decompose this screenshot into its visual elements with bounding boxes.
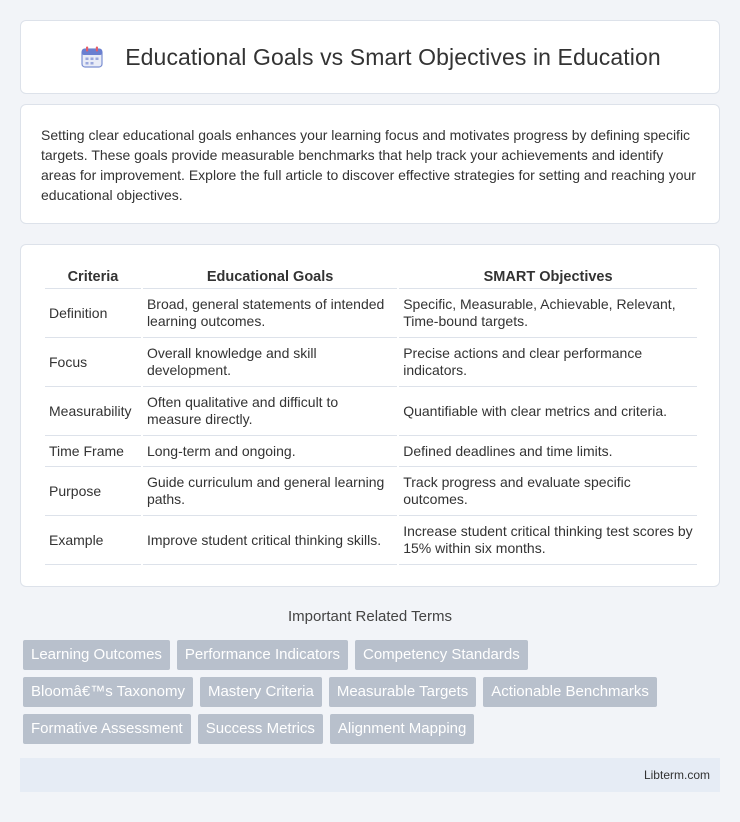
column-header-smart-objectives: SMART Objectives — [399, 267, 697, 289]
table-cell-smart: Defined deadlines and time limits. — [399, 436, 697, 467]
table-row — [45, 516, 697, 565]
table-row — [45, 338, 697, 387]
table-cell-criteria: Time Frame — [45, 436, 141, 467]
tag-row — [23, 640, 723, 670]
tag-formative-assessment[interactable]: Formative Assessment — [23, 714, 191, 744]
footer-brand[interactable]: Libterm.com — [643, 768, 710, 782]
related-terms-list — [23, 640, 723, 751]
table-row — [45, 289, 697, 338]
table-cell-criteria: Measurability — [45, 387, 141, 436]
table-cell-criteria: Focus — [45, 338, 141, 387]
table-cell-goals: Improve student critical thinking skills. — [143, 516, 397, 565]
tag-actionable-benchmarks[interactable]: Actionable Benchmarks — [483, 677, 657, 707]
table-cell-goals: Long-term and ongoing. — [143, 436, 397, 467]
column-header-criteria: Criteria — [45, 267, 141, 289]
table-cell-goals: Often qualitative and difficult to measure directly. — [143, 387, 397, 436]
tag-learning-outcomes[interactable]: Learning Outcomes — [23, 640, 170, 670]
table-cell-smart: Track progress and evaluate specific outcomes. — [399, 467, 697, 516]
comparison-table — [43, 267, 699, 565]
table-cell-criteria: Example — [45, 516, 141, 565]
table-cell-goals: Guide curriculum and general learning paths. — [143, 467, 397, 516]
footer — [20, 758, 720, 792]
table-cell-smart: Precise actions and clear performance indicators. — [399, 338, 697, 387]
tag-blooms-taxonomy[interactable]: Bloomâ€™s Taxonomy — [23, 677, 193, 707]
table-header-row — [45, 267, 697, 289]
tag-row — [23, 677, 723, 707]
tag-mastery-criteria[interactable]: Mastery Criteria — [200, 677, 322, 707]
column-header-educational-goals: Educational Goals — [143, 267, 397, 289]
title-wrap — [79, 44, 661, 71]
page-title: Educational Goals vs Smart Objectives in Education — [125, 43, 661, 70]
table-cell-smart: Increase student critical thinking test scores by 15% within six months. — [399, 516, 697, 565]
tag-success-metrics[interactable]: Success Metrics — [198, 714, 323, 744]
tag-performance-indicators[interactable]: Performance Indicators — [177, 640, 348, 670]
tag-alignment-mapping[interactable]: Alignment Mapping — [330, 714, 474, 744]
header-card — [20, 20, 720, 94]
table-row — [45, 387, 697, 436]
related-terms-title: Important Related Terms — [288, 608, 452, 625]
table-cell-criteria: Purpose — [45, 467, 141, 516]
tag-competency-standards[interactable]: Competency Standards — [355, 640, 528, 670]
tag-measurable-targets[interactable]: Measurable Targets — [329, 677, 476, 707]
table-cell-smart: Specific, Measurable, Achievable, Relevant, Time-bound targets. — [399, 289, 697, 338]
table-cell-goals: Overall knowledge and skill development. — [143, 338, 397, 387]
table-cell-criteria: Definition — [45, 289, 141, 338]
tag-row — [23, 714, 723, 744]
table-row — [45, 467, 697, 516]
comparison-table-card — [20, 244, 720, 587]
intro-card — [20, 104, 720, 224]
table-cell-smart: Quantifiable with clear metrics and criteria. — [399, 387, 697, 436]
calendar-icon — [79, 44, 105, 70]
intro-text: Setting clear educational goals enhances your learning focus and motivates progress by defining specific targets. These goals provide measurable benchmarks that help track your achievements and identify areas for improvement. Explore the full article to discover effective strategies for setting and reaching your educational objectives. — [41, 127, 696, 203]
table-row — [45, 436, 697, 467]
table-cell-goals: Broad, general statements of intended learning outcomes. — [143, 289, 397, 338]
